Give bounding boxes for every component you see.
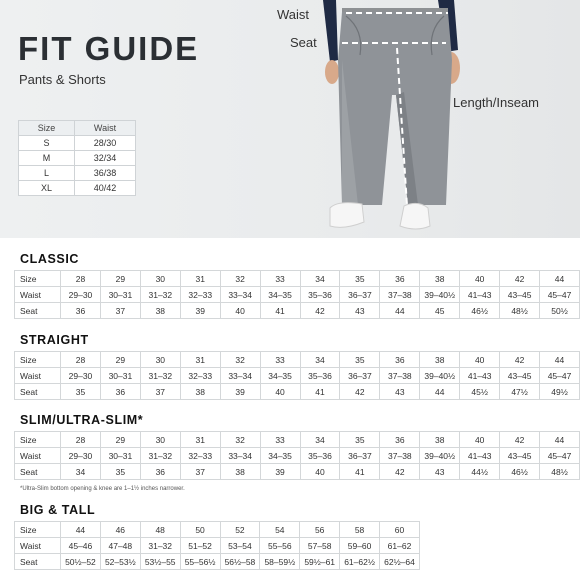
size-cell: 38 — [420, 271, 460, 287]
page-subtitle: Pants & Shorts — [19, 72, 106, 87]
size-cell: 30 — [140, 432, 180, 448]
waist-cell: 29–30 — [61, 368, 101, 384]
size-cell: 50 — [180, 522, 220, 538]
size-cell: 28 — [61, 352, 101, 368]
waist-cell: 59–60 — [340, 538, 380, 554]
waist-row-label: Waist — [15, 287, 61, 303]
seat-cell: 40 — [300, 464, 340, 480]
waist-row — [15, 287, 580, 303]
waist-cell: 45–46 — [61, 538, 101, 554]
seat-cell: 36 — [61, 303, 101, 319]
waist-cell: 57–58 — [300, 538, 340, 554]
waist-cell: 36–37 — [340, 368, 380, 384]
waist-cell: 45–47 — [540, 448, 580, 464]
waist-cell: 37–38 — [380, 287, 420, 303]
size-cell: 34 — [300, 432, 340, 448]
section-title-straight: STRAIGHT — [20, 333, 89, 347]
waist-cell: 51–52 — [180, 538, 220, 554]
size-cell: 40 — [460, 271, 500, 287]
waist-cell: 45–47 — [540, 368, 580, 384]
waist-cell: 31–32 — [140, 538, 180, 554]
size-cell: 60 — [380, 522, 420, 538]
seat-cell: 43 — [340, 303, 380, 319]
seat-cell: 39 — [220, 384, 260, 400]
size-table-straight — [14, 351, 580, 400]
page-title: FIT GUIDE — [18, 30, 200, 67]
seat-cell: 35 — [100, 464, 140, 480]
waist-cell: 35–36 — [300, 368, 340, 384]
seat-row-label: Seat — [15, 303, 61, 319]
size-cell: 33 — [260, 432, 300, 448]
section-title-classic: CLASSIC — [20, 252, 80, 266]
size-cell: 44 — [540, 352, 580, 368]
seat-cell: 46½ — [500, 464, 540, 480]
size-cell: 36 — [380, 271, 420, 287]
seat-cell: 38 — [180, 384, 220, 400]
size-cell: 31 — [180, 271, 220, 287]
size-cell: 32 — [220, 271, 260, 287]
seat-cell: 44 — [380, 303, 420, 319]
waist-row-label: Waist — [15, 538, 61, 554]
waist-cell: 36–37 — [340, 287, 380, 303]
waist-cell: 30–31 — [100, 448, 140, 464]
size-cell: 56 — [300, 522, 340, 538]
waist-cell: 33–34 — [220, 287, 260, 303]
waist-row — [15, 448, 580, 464]
waist-cell: 41–43 — [460, 368, 500, 384]
size-cell: 52 — [220, 522, 260, 538]
mini-size: M — [19, 151, 75, 166]
seat-measure-label: Seat — [290, 35, 317, 50]
seat-cell: 42 — [380, 464, 420, 480]
size-cell: 36 — [380, 432, 420, 448]
waist-cell: 53–54 — [220, 538, 260, 554]
size-cell: 29 — [100, 432, 140, 448]
size-cell: 48 — [140, 522, 180, 538]
seat-cell: 37 — [140, 384, 180, 400]
seat-cell: 35 — [61, 384, 101, 400]
waist-cell: 43–45 — [500, 368, 540, 384]
waist-cell: 39–40½ — [420, 448, 460, 464]
waist-cell: 34–35 — [260, 287, 300, 303]
waist-cell: 34–35 — [260, 448, 300, 464]
size-cell: 28 — [61, 432, 101, 448]
size-cell: 40 — [460, 432, 500, 448]
size-cell: 58 — [340, 522, 380, 538]
size-cell: 44 — [540, 432, 580, 448]
seat-cell: 38 — [140, 303, 180, 319]
mini-size: S — [19, 136, 75, 151]
waist-cell: 32–33 — [180, 448, 220, 464]
seat-cell: 50½ — [540, 303, 580, 319]
size-row — [15, 352, 580, 368]
seat-cell: 49½ — [540, 384, 580, 400]
size-table-big-tall — [14, 521, 420, 570]
size-cell: 33 — [260, 352, 300, 368]
waist-cell: 41–43 — [460, 448, 500, 464]
seat-row — [15, 384, 580, 400]
seat-cell: 53½–55 — [140, 554, 180, 570]
waist-cell: 39–40½ — [420, 287, 460, 303]
section-title-big-tall: BIG & TALL — [20, 503, 96, 517]
waist-cell: 37–38 — [380, 368, 420, 384]
size-row — [15, 432, 580, 448]
seat-cell: 62½–64 — [380, 554, 420, 570]
general-size-table — [18, 120, 136, 196]
waist-cell: 35–36 — [300, 287, 340, 303]
seat-cell: 55–56½ — [180, 554, 220, 570]
waist-cell: 30–31 — [100, 287, 140, 303]
waist-row — [15, 538, 420, 554]
seat-cell: 43 — [420, 464, 460, 480]
waist-cell: 29–30 — [61, 287, 101, 303]
seat-cell: 58–59½ — [260, 554, 300, 570]
size-cell: 34 — [300, 271, 340, 287]
waist-cell: 43–45 — [500, 448, 540, 464]
size-row-label: Size — [15, 352, 61, 368]
seat-row — [15, 554, 420, 570]
size-row-label: Size — [15, 522, 61, 538]
size-cell: 54 — [260, 522, 300, 538]
seat-cell: 45½ — [460, 384, 500, 400]
waist-cell: 36–37 — [340, 448, 380, 464]
seat-cell: 56½–58 — [220, 554, 260, 570]
seat-cell: 42 — [300, 303, 340, 319]
seat-cell: 36 — [140, 464, 180, 480]
mini-waist: 40/42 — [75, 181, 136, 196]
waist-cell: 32–33 — [180, 368, 220, 384]
size-cell: 32 — [220, 432, 260, 448]
size-row — [15, 522, 420, 538]
seat-cell: 47½ — [500, 384, 540, 400]
size-cell: 29 — [100, 271, 140, 287]
section-title-slim: SLIM/ULTRA-SLIM* — [20, 413, 144, 427]
size-table-classic — [14, 270, 580, 319]
waist-cell: 31–32 — [140, 368, 180, 384]
size-cell: 35 — [340, 271, 380, 287]
mini-header-size: Size — [19, 121, 75, 136]
seat-row-label: Seat — [15, 464, 61, 480]
mini-size: L — [19, 166, 75, 181]
size-cell: 29 — [100, 352, 140, 368]
size-row-label: Size — [15, 432, 61, 448]
mini-waist: 28/30 — [75, 136, 136, 151]
seat-cell: 43 — [380, 384, 420, 400]
waist-row — [15, 368, 580, 384]
seat-cell: 44 — [420, 384, 460, 400]
size-cell: 31 — [180, 352, 220, 368]
seat-cell: 39 — [260, 464, 300, 480]
waist-cell: 30–31 — [100, 368, 140, 384]
seat-cell: 36 — [100, 384, 140, 400]
seat-cell: 59½–61 — [300, 554, 340, 570]
seat-row-label: Seat — [15, 554, 61, 570]
seat-row — [15, 464, 580, 480]
waist-cell: 31–32 — [140, 448, 180, 464]
seat-cell: 42 — [340, 384, 380, 400]
size-cell: 36 — [380, 352, 420, 368]
seat-row — [15, 303, 580, 319]
footnote: *Ultra-Slim bottom opening & knee are 1–1½ inches narrower. — [20, 486, 185, 492]
waist-cell: 41–43 — [460, 287, 500, 303]
waist-cell: 34–35 — [260, 368, 300, 384]
mini-size: XL — [19, 181, 75, 196]
size-cell: 38 — [420, 352, 460, 368]
size-cell: 34 — [300, 352, 340, 368]
seat-cell: 61–62½ — [340, 554, 380, 570]
waist-cell: 47–48 — [100, 538, 140, 554]
seat-cell: 37 — [180, 464, 220, 480]
size-cell: 46 — [100, 522, 140, 538]
size-cell: 42 — [500, 432, 540, 448]
waist-cell: 37–38 — [380, 448, 420, 464]
seat-cell: 46½ — [460, 303, 500, 319]
size-cell: 28 — [61, 271, 101, 287]
seat-cell: 48½ — [540, 464, 580, 480]
fit-guide-hero — [0, 0, 580, 238]
waist-cell: 32–33 — [180, 287, 220, 303]
size-cell: 30 — [140, 271, 180, 287]
seat-cell: 45 — [420, 303, 460, 319]
waist-cell: 39–40½ — [420, 368, 460, 384]
waist-cell: 55–56 — [260, 538, 300, 554]
seat-cell: 41 — [260, 303, 300, 319]
size-cell: 42 — [500, 271, 540, 287]
seat-cell: 34 — [61, 464, 101, 480]
seat-cell: 41 — [340, 464, 380, 480]
size-cell: 32 — [220, 352, 260, 368]
seat-cell: 40 — [260, 384, 300, 400]
seat-cell: 38 — [220, 464, 260, 480]
size-cell: 35 — [340, 432, 380, 448]
waist-cell: 29–30 — [61, 448, 101, 464]
waist-cell: 43–45 — [500, 287, 540, 303]
seat-cell: 40 — [220, 303, 260, 319]
waist-cell: 31–32 — [140, 287, 180, 303]
waist-cell: 33–34 — [220, 368, 260, 384]
size-cell: 35 — [340, 352, 380, 368]
size-cell: 42 — [500, 352, 540, 368]
seat-cell: 37 — [100, 303, 140, 319]
size-cell: 33 — [260, 271, 300, 287]
waist-cell: 45–47 — [540, 287, 580, 303]
length-measure-label: Length/Inseam — [453, 95, 540, 110]
seat-cell: 48½ — [500, 303, 540, 319]
seat-cell: 41 — [300, 384, 340, 400]
mini-waist: 32/34 — [75, 151, 136, 166]
mini-header-waist: Waist — [75, 121, 136, 136]
waist-row-label: Waist — [15, 368, 61, 384]
size-cell: 40 — [460, 352, 500, 368]
waist-cell: 61–62 — [380, 538, 420, 554]
seat-cell: 50½–52 — [61, 554, 101, 570]
waist-measure-label: Waist — [277, 7, 310, 22]
waist-cell: 33–34 — [220, 448, 260, 464]
size-row — [15, 271, 580, 287]
seat-cell: 52–53½ — [100, 554, 140, 570]
size-table-slim — [14, 431, 580, 480]
size-cell: 44 — [61, 522, 101, 538]
seat-row-label: Seat — [15, 384, 61, 400]
size-cell: 38 — [420, 432, 460, 448]
mini-waist: 36/38 — [75, 166, 136, 181]
size-cell: 30 — [140, 352, 180, 368]
seat-cell: 44½ — [460, 464, 500, 480]
seat-cell: 39 — [180, 303, 220, 319]
size-row-label: Size — [15, 271, 61, 287]
waist-cell: 35–36 — [300, 448, 340, 464]
size-cell: 31 — [180, 432, 220, 448]
waist-row-label: Waist — [15, 448, 61, 464]
size-cell: 44 — [540, 271, 580, 287]
